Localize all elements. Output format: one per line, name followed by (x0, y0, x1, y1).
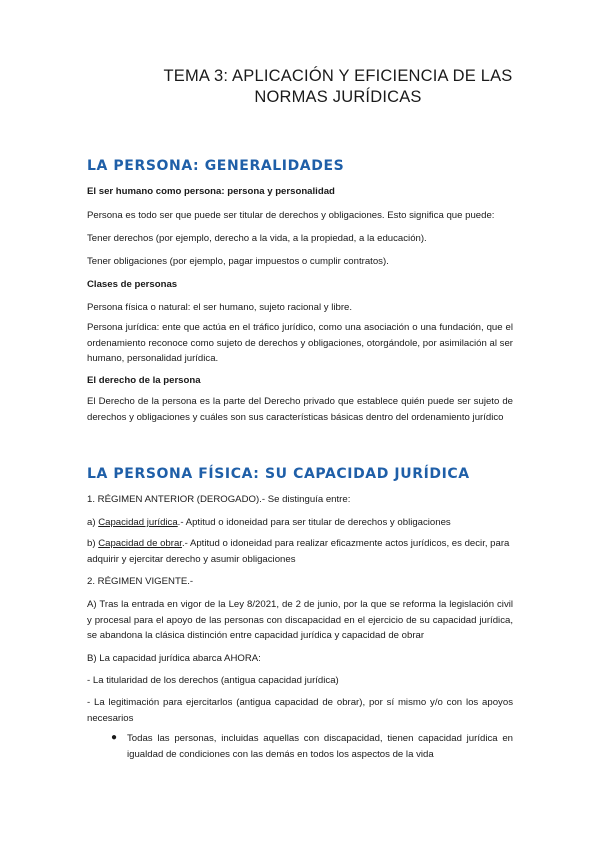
paragraph-persona: Persona es todo ser que puede ser titular de derechos y obligaciones. Esto significa que puede: (87, 210, 495, 221)
item-capacidad-obrar (87, 536, 513, 567)
bullet-icon: ● (111, 732, 118, 743)
paragraph-persona-fisica: Persona física o natural: el ser humano, sujeto racional y libre. (87, 302, 353, 313)
subheading-derecho-persona: El derecho de la persona (87, 375, 201, 386)
paragraph-ley-8-2021: A) Tras la entrada en vigor de la Ley 8/2021, de 2 de junio, por la que se reforma la legislación civil y procesal para el apoyo de las personas con discapacidad en el ejercicio de su capacidad jurídica, se abandona la clásica distinción entre capacidad jurídica y capacidad de obrar (87, 599, 513, 641)
section-heading-persona: LA PERSONA: GENERALIDADES (87, 158, 345, 174)
item-a-definition: .- Aptitud o idoneidad para ser titular de derechos y obligaciones (177, 517, 451, 528)
title-line-2: NORMAS JURÍDICAS (254, 88, 422, 106)
paragraph-regimen-vigente: 2. RÉGIMEN VIGENTE.- (87, 576, 194, 587)
section-heading-capacidad: LA PERSONA FÍSICA: SU CAPACIDAD JURÍDICA (87, 466, 470, 482)
paragraph-obligaciones: Tener obligaciones (por ejemplo, pagar impuestos o cumplir contratos). (87, 256, 389, 267)
paragraph-persona-juridica: Persona jurídica: ente que actúa en el tráfico jurídico, como una asociación o una fundación, que el ordenamiento reconoce como sujeto de derechos y obligaciones, otorgándole, por asimilación al ser humano, personalidad jurídica. (87, 322, 513, 364)
term-capacidad-juridica: Capacidad jurídica (98, 517, 178, 528)
paragraph-regimen-anterior: 1. RÉGIMEN ANTERIOR (DEROGADO).- Se distinguía entre: (87, 494, 351, 505)
paragraph-legitimacion: - La legitimación para ejercitarlos (antigua capacidad de obrar), por sí mismo y/o con los apoyos necesarios (87, 697, 513, 724)
item-capacidad-juridica (87, 515, 513, 531)
paragraph-derecho-persona: El Derecho de la persona es la parte del Derecho privado que establece quién puede ser sujeto de derechos y obligaciones y cuáles son sus características básicas dentro del ordenamiento jurídico (87, 396, 513, 423)
paragraph-derechos: Tener derechos (por ejemplo, derecho a la vida, a la propiedad, a la educación). (87, 233, 427, 244)
subheading-ser-humano: El ser humano como persona: persona y personalidad (87, 186, 335, 197)
item-b-definition: .- Aptitud o idoneidad para realizar eficazmente actos jurídicos, es decir, para adquirir y ejercitar derecho y asumir obligaciones (87, 538, 510, 565)
document-title (0, 66, 600, 108)
term-capacidad-obrar: Capacidad de obrar (98, 538, 182, 549)
item-a-prefix: a) (87, 517, 99, 528)
subheading-clases: Clases de personas (87, 279, 178, 290)
title-line-1: TEMA 3: APLICACIÓN Y EFICIENCIA DE LAS (163, 67, 513, 85)
paragraph-titularidad: - La titularidad de los derechos (antigua capacidad jurídica) (87, 675, 339, 686)
bullet-todas-personas: Todas las personas, incluidas aquellas con discapacidad, tienen capacidad jurídica en igualdad de condiciones con las demás en todos los aspectos de la vida (127, 733, 513, 760)
paragraph-capacidad-abarca: B) La capacidad jurídica abarca AHORA: (87, 653, 261, 664)
item-b-prefix: b) (87, 538, 99, 549)
